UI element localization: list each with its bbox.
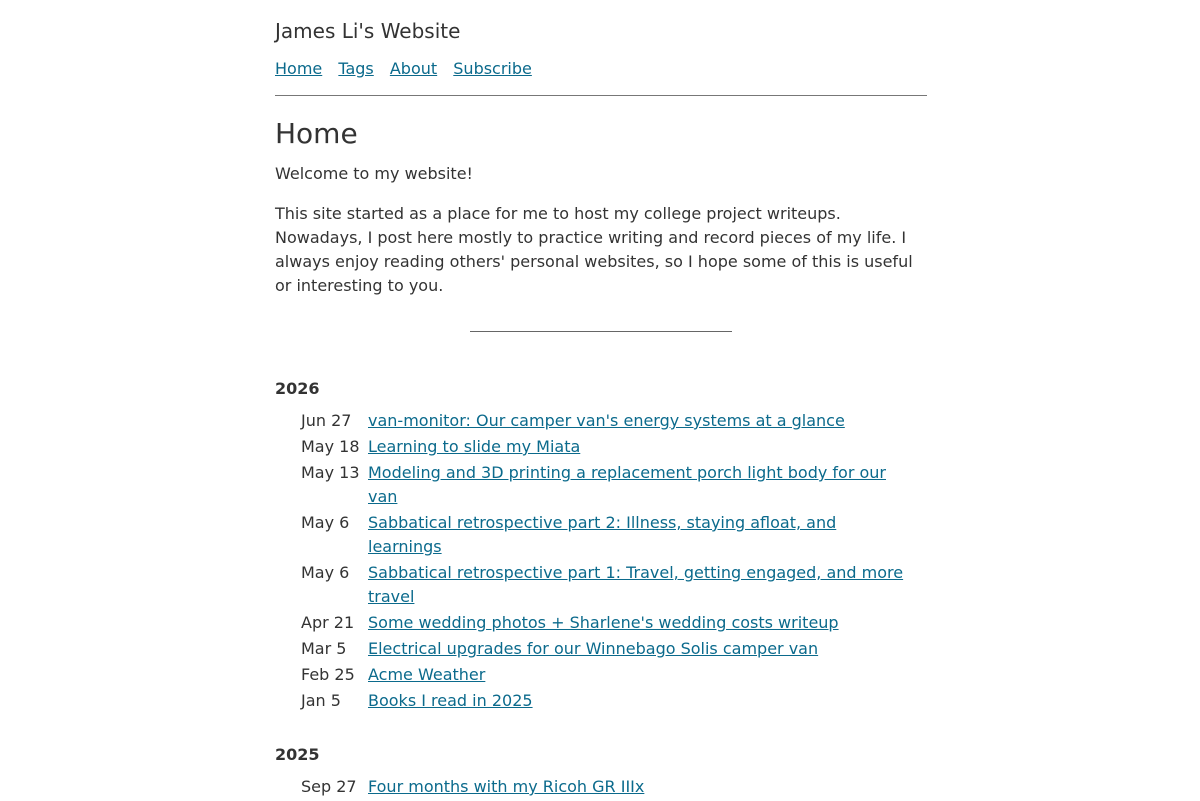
post-date: May 18: [301, 437, 360, 456]
post-row: [301, 637, 911, 663]
post-row: [301, 689, 911, 715]
post-link[interactable]: Learning to slide my Miata: [368, 437, 581, 456]
year-section-2026: [275, 377, 927, 715]
post-row: [301, 663, 911, 689]
site-header: [275, 0, 927, 96]
year-heading: 2025: [275, 745, 320, 764]
post-date: May 6: [301, 513, 350, 532]
post-date: Jun 27: [301, 411, 352, 430]
intro-paragraph: This site started as a place for me to host my college project writeups. Nowadays, I post here mostly to practice writing and record pieces of my life. I always enjoy reading others' personal websites, so I hope some of this is useful or interesting to you.: [275, 204, 913, 295]
site-title: James Li's Website: [275, 19, 461, 43]
post-date: Mar 5: [301, 639, 347, 658]
header-divider: [275, 95, 927, 96]
post-link[interactable]: Sabbatical retrospective part 1: Travel, getting engaged, and more travel: [368, 563, 904, 606]
post-row: [301, 511, 911, 561]
nav-home-link[interactable]: Home: [275, 59, 323, 78]
post-list: [301, 409, 911, 715]
nav-about-link[interactable]: About: [389, 59, 438, 78]
main-nav: [275, 57, 927, 81]
post-date: Jan 5: [301, 691, 341, 710]
post-date: May 6: [301, 563, 350, 582]
post-row: [301, 461, 911, 511]
post-date: May 13: [301, 463, 360, 482]
post-link[interactable]: Modeling and 3D printing a replacement porch light body for our van: [368, 463, 886, 506]
post-link[interactable]: Four months with my Ricoh GR IIIx: [368, 777, 645, 796]
page-title: Home: [275, 117, 358, 150]
year-section-2025: [275, 743, 927, 801]
section-divider: [470, 331, 732, 332]
page-container: [275, 0, 927, 801]
post-row: [301, 611, 911, 637]
welcome-text: Welcome to my website!: [275, 164, 473, 183]
post-link[interactable]: Books I read in 2025: [368, 691, 533, 710]
post-link[interactable]: Acme Weather: [368, 665, 486, 684]
year-heading: 2026: [275, 379, 320, 398]
post-date: Feb 25: [301, 665, 355, 684]
post-link[interactable]: Electrical upgrades for our Winnebago Solis camper van: [368, 639, 819, 658]
post-link[interactable]: Sabbatical retrospective part 2: Illness, staying afloat, and learnings: [368, 513, 837, 556]
main-content: [275, 116, 927, 801]
post-date: Apr 21: [301, 613, 355, 632]
post-list: [301, 775, 911, 801]
post-row: [301, 435, 911, 461]
post-date: Sep 27: [301, 777, 357, 796]
nav-tags-link[interactable]: Tags: [338, 59, 374, 78]
post-link[interactable]: van-monitor: Our camper van's energy systems at a glance: [368, 411, 845, 430]
post-link[interactable]: Some wedding photos + Sharlene's wedding costs writeup: [368, 613, 839, 632]
nav-subscribe-link[interactable]: Subscribe: [453, 59, 532, 78]
post-row: [301, 409, 911, 435]
post-row: [301, 775, 911, 801]
post-row: [301, 561, 911, 611]
